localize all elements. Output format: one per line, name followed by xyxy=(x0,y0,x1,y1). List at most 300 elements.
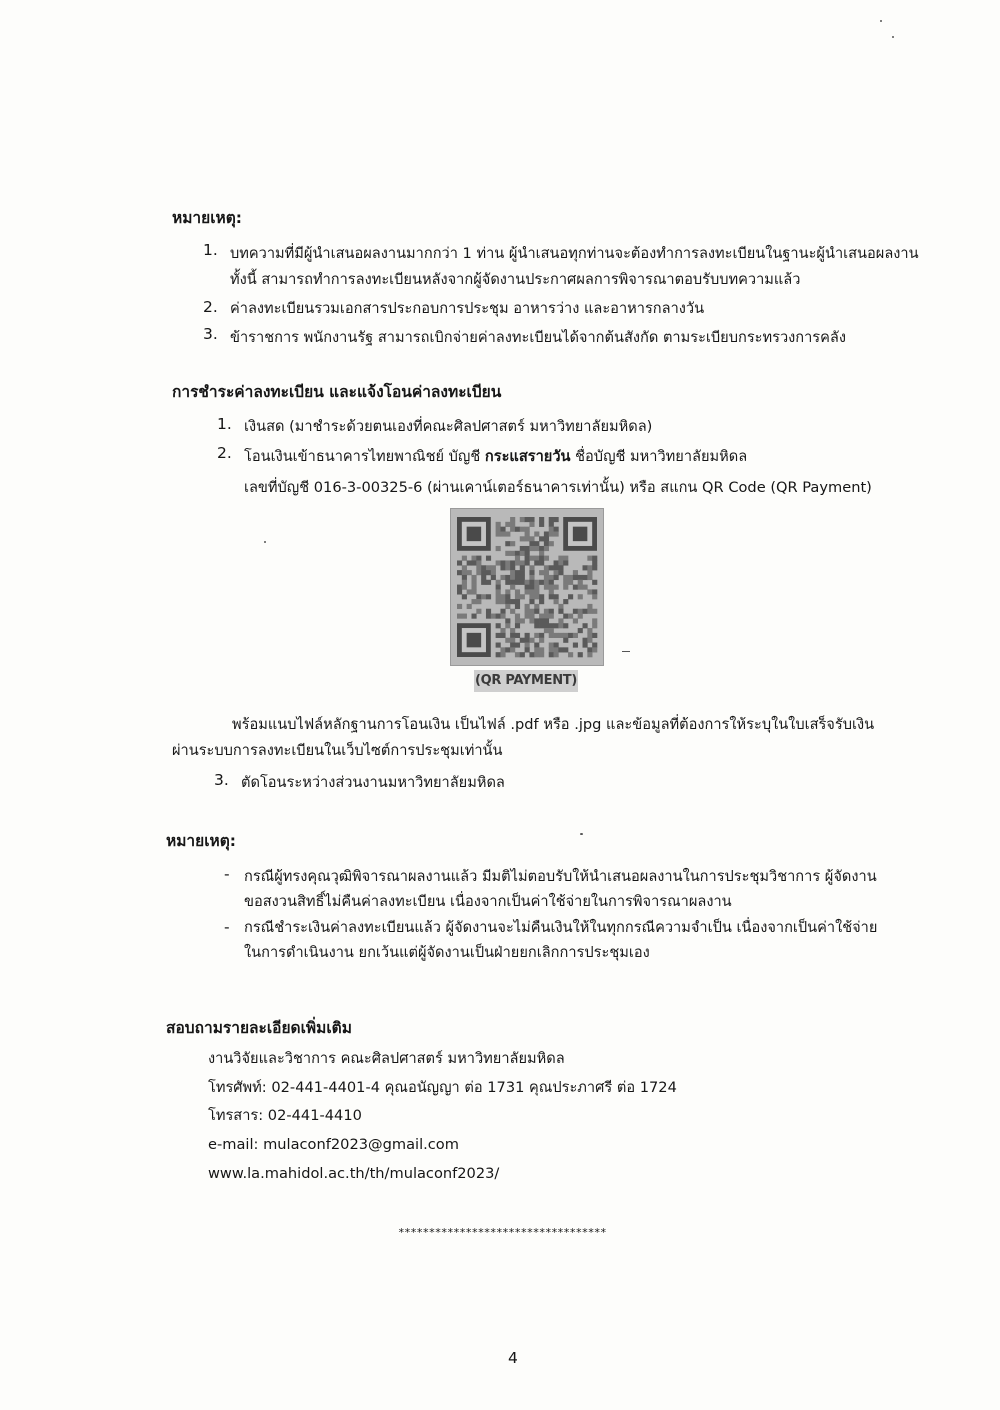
qr-module xyxy=(587,647,592,652)
scan-speck xyxy=(622,651,630,652)
qr-module xyxy=(505,618,510,623)
qr-module xyxy=(520,546,525,551)
qr-module xyxy=(496,546,501,551)
qr-module xyxy=(462,580,467,585)
qr-module xyxy=(505,560,510,565)
qr-module xyxy=(486,580,491,585)
qr-module xyxy=(500,527,505,532)
qr-module xyxy=(578,628,583,633)
qr-module xyxy=(554,560,559,565)
qr-module xyxy=(486,570,491,575)
qr-module xyxy=(486,565,491,570)
remark2-item2-line1: กรณีชำระเงินค่าลงทะเบียนแล้ว ผู้จัดงานจะไม่คืนเงินให้ในทุกกรณีความจำเป็น เนื่องจากเป็นค่าใช้จ่าย xyxy=(244,919,878,936)
qr-module xyxy=(563,623,568,628)
qr-module xyxy=(520,536,525,541)
remark-item-1-line1: บทความที่มีผู้นำเสนอผลงานมากกว่า 1 ท่าน ผู้นำเสนอทุกท่านจะต้องทำการลงทะเบียนในฐานะผู้นำเสนอผลงาน xyxy=(230,245,919,262)
qr-module xyxy=(558,618,563,623)
qr-finder-pattern xyxy=(467,527,481,541)
qr-module xyxy=(486,594,491,599)
qr-module xyxy=(563,560,568,565)
qr-module xyxy=(592,633,597,638)
qr-module xyxy=(520,575,525,580)
qr-module xyxy=(544,556,549,561)
qr-module xyxy=(534,560,539,565)
qr-module xyxy=(592,623,597,628)
qr-module xyxy=(539,551,544,556)
scan-speck xyxy=(264,541,266,543)
qr-module xyxy=(520,638,525,643)
qr-module xyxy=(529,517,534,522)
qr-module xyxy=(558,570,563,575)
qr-module xyxy=(515,618,520,623)
bullet-dash: - xyxy=(224,865,230,883)
qr-module xyxy=(529,522,534,527)
qr-module xyxy=(496,589,501,594)
qr-module xyxy=(500,599,505,604)
qr-module xyxy=(510,643,515,648)
qr-module xyxy=(515,623,520,628)
qr-pattern xyxy=(451,509,603,665)
qr-module xyxy=(525,638,530,643)
qr-module xyxy=(525,589,530,594)
qr-module xyxy=(583,643,588,648)
qr-module xyxy=(578,575,583,580)
qr-module xyxy=(539,536,544,541)
qr-module xyxy=(534,609,539,614)
qr-module xyxy=(587,652,592,657)
qr-module xyxy=(573,633,578,638)
qr-module xyxy=(554,643,559,648)
qr-module xyxy=(549,580,554,585)
qr-module xyxy=(496,623,501,628)
qr-module xyxy=(491,575,496,580)
qr-module xyxy=(471,580,476,585)
qr-module xyxy=(525,551,530,556)
qr-module xyxy=(539,618,544,623)
qr-module xyxy=(510,570,515,575)
qr-module xyxy=(525,580,530,585)
qr-module xyxy=(515,604,520,609)
qr-module xyxy=(505,541,510,546)
qr-module xyxy=(529,638,534,643)
qr-module xyxy=(505,575,510,580)
qr-module xyxy=(534,594,539,599)
qr-module xyxy=(496,614,501,619)
contact-email[interactable]: e-mail: mulaconf2023@gmail.com xyxy=(208,1136,459,1153)
qr-module xyxy=(529,570,534,575)
qr-module xyxy=(515,580,520,585)
qr-module xyxy=(592,565,597,570)
qr-module xyxy=(500,647,505,652)
qr-module xyxy=(539,570,544,575)
qr-module xyxy=(500,594,505,599)
qr-module xyxy=(549,527,554,532)
qr-module xyxy=(534,623,539,628)
qr-module xyxy=(583,623,588,628)
qr-module xyxy=(500,531,505,536)
qr-module xyxy=(505,580,510,585)
qr-module xyxy=(505,599,510,604)
qr-module xyxy=(563,580,568,585)
qr-module xyxy=(578,580,583,585)
qr-module xyxy=(476,565,481,570)
qr-module xyxy=(587,570,592,575)
qr-module xyxy=(558,556,563,561)
qr-module xyxy=(510,633,515,638)
qr-module xyxy=(471,575,476,580)
qr-module xyxy=(539,623,544,628)
qr-module xyxy=(539,517,544,522)
qr-module xyxy=(471,599,476,604)
qr-module xyxy=(558,633,563,638)
qr-module xyxy=(525,643,530,648)
qr-module xyxy=(520,565,525,570)
qr-module xyxy=(525,517,530,522)
qr-module xyxy=(515,575,520,580)
remark-item-1-line2: ทั้งนี้ สามารถทำการลงทะเบียนหลังจากผู้จัดงานประกาศผลการพิจารณาตอบรับบทความแล้ว xyxy=(230,271,801,288)
qr-module xyxy=(462,556,467,561)
qr-module xyxy=(525,556,530,561)
qr-module xyxy=(496,527,501,532)
qr-module xyxy=(534,643,539,648)
qr-module xyxy=(544,580,549,585)
qr-module xyxy=(476,594,481,599)
remark-item-2-text: ค่าลงทะเบียนรวมเอกสารประกอบการประชุม อาหารว่าง และอาหารกลางวัน xyxy=(230,300,705,317)
qr-module xyxy=(500,633,505,638)
qr-module xyxy=(578,609,583,614)
qr-module xyxy=(539,580,544,585)
qr-module xyxy=(500,628,505,633)
qr-module xyxy=(515,551,520,556)
payment-transfer-line2: เลขที่บัญชี 016-3-00325-6 (ผ่านเคาน์เตอร์ธนาคารเท่านั้น) หรือ สแกน QR Code (QR Payment) xyxy=(244,479,872,496)
qr-module xyxy=(558,560,563,565)
qr-module xyxy=(471,560,476,565)
qr-module xyxy=(549,531,554,536)
qr-module xyxy=(554,517,559,522)
qr-module xyxy=(563,647,568,652)
qr-module xyxy=(481,594,486,599)
qr-module xyxy=(525,585,530,590)
qr-module xyxy=(578,652,583,657)
page-number: 4 xyxy=(508,1349,518,1367)
qr-module xyxy=(500,609,505,614)
qr-module xyxy=(486,614,491,619)
qr-module xyxy=(573,618,578,623)
qr-module xyxy=(496,599,501,604)
qr-module xyxy=(529,541,534,546)
payment-transfer-line1 xyxy=(244,446,747,468)
qr-module xyxy=(534,556,539,561)
qr-module xyxy=(500,652,505,657)
qr-module xyxy=(558,609,563,614)
contact-fax: โทรสาร: 02-441-4410 xyxy=(208,1107,362,1124)
qr-module xyxy=(544,536,549,541)
qr-module xyxy=(467,570,472,575)
qr-module xyxy=(549,585,554,590)
qr-module xyxy=(505,638,510,643)
qr-module xyxy=(500,565,505,570)
qr-module xyxy=(558,565,563,570)
qr-module xyxy=(558,647,563,652)
qr-module xyxy=(496,652,501,657)
qr-module xyxy=(583,638,588,643)
qr-module xyxy=(539,594,544,599)
qr-module xyxy=(558,604,563,609)
qr-module xyxy=(534,580,539,585)
qr-module xyxy=(510,585,515,590)
qr-module xyxy=(510,560,515,565)
qr-module xyxy=(568,614,573,619)
qr-module xyxy=(563,633,568,638)
remark2-item2-line2: ในการดำเนินงาน ยกเว้นแต่ผู้จัดงานเป็นฝ่ายยกเลิกการประชุมเอง xyxy=(244,944,650,961)
list-number: 2. xyxy=(217,444,232,462)
qr-module xyxy=(573,643,578,648)
qr-module xyxy=(544,623,549,628)
qr-module xyxy=(563,575,568,580)
qr-module xyxy=(471,585,476,590)
qr-module xyxy=(471,556,476,561)
qr-module xyxy=(510,609,515,614)
qr-module xyxy=(496,522,501,527)
qr-module xyxy=(481,575,486,580)
contact-website[interactable]: www.la.mahidol.ac.th/th/mulaconf2023/ xyxy=(208,1165,500,1182)
qr-module xyxy=(554,565,559,570)
remark2-item1-line1: กรณีผู้ทรงคุณวุฒิพิจารณาผลงานแล้ว มีมติไม่ตอบรับให้นำเสนอผลงานในการประชุมวิชาการ ผู้จัดงาน xyxy=(244,868,877,885)
qr-module xyxy=(587,556,592,561)
qr-module xyxy=(563,585,568,590)
qr-code-image[interactable] xyxy=(450,508,604,666)
qr-module xyxy=(573,609,578,614)
qr-module xyxy=(462,570,467,575)
qr-module xyxy=(544,541,549,546)
qr-module xyxy=(578,594,583,599)
qr-module xyxy=(520,527,525,532)
qr-module xyxy=(558,623,563,628)
qr-module xyxy=(554,527,559,532)
qr-module xyxy=(525,614,530,619)
qr-module xyxy=(510,541,515,546)
qr-module xyxy=(554,575,559,580)
qr-module xyxy=(510,522,515,527)
qr-module xyxy=(592,594,597,599)
qr-module xyxy=(592,556,597,561)
qr-module xyxy=(592,609,597,614)
qr-module xyxy=(505,589,510,594)
separator-stars: ********************************** xyxy=(398,1226,607,1239)
qr-module xyxy=(471,614,476,619)
qr-module xyxy=(539,614,544,619)
qr-module xyxy=(525,536,530,541)
remark2-item1-line2: ขอสงวนสิทธิ์ไม่คืนค่าลงทะเบียน เนื่องจากเป็นค่าใช้จ่ายในการพิจารณาผลงาน xyxy=(244,893,732,910)
qr-module xyxy=(549,594,554,599)
qr-module xyxy=(529,565,534,570)
qr-module xyxy=(549,609,554,614)
qr-module xyxy=(549,589,554,594)
qr-module xyxy=(549,575,554,580)
qr-module xyxy=(539,560,544,565)
qr-module xyxy=(457,614,462,619)
qr-module xyxy=(486,609,491,614)
list-number: 2. xyxy=(203,298,218,316)
qr-module xyxy=(554,647,559,652)
qr-module xyxy=(510,517,515,522)
qr-module xyxy=(467,560,472,565)
qr-module xyxy=(587,628,592,633)
qr-module xyxy=(515,560,520,565)
qr-module xyxy=(534,531,539,536)
payment-heading: การชำระค่าลงทะเบียน และแจ้งโอนค่าลงทะเบียน xyxy=(172,383,502,401)
qr-module xyxy=(510,599,515,604)
qr-module xyxy=(539,556,544,561)
qr-module xyxy=(529,614,534,619)
qr-module xyxy=(457,604,462,609)
qr-module xyxy=(568,575,573,580)
qr-module xyxy=(587,604,592,609)
qr-module xyxy=(457,585,462,590)
qr-label: (QR PAYMENT) xyxy=(474,670,578,692)
qr-module xyxy=(549,623,554,628)
contact-heading: สอบถามรายละเอียดเพิ่มเติม xyxy=(166,1019,352,1037)
qr-module xyxy=(583,565,588,570)
qr-module xyxy=(515,599,520,604)
qr-module xyxy=(515,570,520,575)
qr-module xyxy=(510,628,515,633)
qr-module xyxy=(554,633,559,638)
payment-transfer-prefix: โอนเงินเข้าธนาคารไทยพาณิชย์ บัญชี xyxy=(244,448,485,465)
qr-module xyxy=(491,614,496,619)
qr-module xyxy=(476,570,481,575)
qr-module xyxy=(549,643,554,648)
qr-module xyxy=(520,560,525,565)
attach-line1: พร้อมแนบไฟล์หลักฐานการโอนเงิน เป็นไฟล์ .pdf หรือ .jpg และข้อมูลที่ต้องการให้ระบุในใบเสร็จรับเงิน xyxy=(232,716,875,733)
list-number: 1. xyxy=(203,241,218,259)
qr-module xyxy=(467,589,472,594)
qr-module xyxy=(583,575,588,580)
qr-module xyxy=(592,589,597,594)
qr-module xyxy=(505,565,510,570)
qr-module xyxy=(500,575,505,580)
qr-module xyxy=(520,652,525,657)
qr-module xyxy=(510,527,515,532)
qr-module xyxy=(525,527,530,532)
qr-module xyxy=(462,575,467,580)
qr-module xyxy=(592,643,597,648)
remark-heading: หมายเหตุ: xyxy=(172,209,242,227)
qr-module xyxy=(554,623,559,628)
qr-module xyxy=(592,618,597,623)
qr-module xyxy=(505,647,510,652)
qr-module xyxy=(539,652,544,657)
qr-module xyxy=(529,580,534,585)
payment-internal-text: ตัดโอนระหว่างส่วนงานมหาวิทยาลัยมหิดล xyxy=(241,774,505,791)
qr-module xyxy=(573,570,578,575)
qr-module xyxy=(539,638,544,643)
payment-cash-text: เงินสด (มาชำระด้วยตนเองที่คณะศิลปศาสตร์ มหาวิทยาลัยมหิดล) xyxy=(244,418,653,435)
qr-module xyxy=(529,618,534,623)
qr-module xyxy=(520,580,525,585)
qr-module xyxy=(554,594,559,599)
qr-module xyxy=(529,652,534,657)
qr-module xyxy=(587,589,592,594)
qr-module xyxy=(525,647,530,652)
qr-module xyxy=(476,556,481,561)
qr-module xyxy=(549,517,554,522)
qr-module xyxy=(587,609,592,614)
contact-unit: งานวิจัยและวิชาการ คณะศิลปศาสตร์ มหาวิทยาลัยมหิดล xyxy=(208,1050,565,1067)
list-number: 3. xyxy=(214,771,229,789)
qr-module xyxy=(496,594,501,599)
qr-module xyxy=(505,604,510,609)
qr-module xyxy=(457,570,462,575)
scan-speck xyxy=(892,36,894,38)
qr-module xyxy=(515,633,520,638)
qr-module xyxy=(510,647,515,652)
qr-module xyxy=(462,594,467,599)
qr-module xyxy=(544,546,549,551)
qr-module xyxy=(544,609,549,614)
qr-module xyxy=(534,647,539,652)
qr-module xyxy=(515,652,520,657)
qr-module xyxy=(520,551,525,556)
qr-module xyxy=(462,565,467,570)
qr-module xyxy=(549,628,554,633)
qr-module xyxy=(539,633,544,638)
contact-phone: โทรศัพท์: 02-441-4401-4 คุณอนัญญา ต่อ 1731 คุณประภาศรี ต่อ 1724 xyxy=(208,1079,677,1096)
qr-module xyxy=(529,536,534,541)
qr-module xyxy=(481,570,486,575)
qr-module xyxy=(539,522,544,527)
qr-module xyxy=(515,614,520,619)
qr-module xyxy=(587,575,592,580)
scan-speck xyxy=(580,833,583,835)
scan-speck xyxy=(880,20,882,22)
qr-module xyxy=(476,609,481,614)
qr-module xyxy=(573,575,578,580)
qr-module xyxy=(534,652,539,657)
qr-module xyxy=(549,614,554,619)
qr-module xyxy=(578,585,583,590)
qr-module xyxy=(534,589,539,594)
qr-module xyxy=(515,643,520,648)
qr-module xyxy=(554,570,559,575)
qr-module xyxy=(529,585,534,590)
qr-module xyxy=(592,647,597,652)
qr-module xyxy=(496,643,501,648)
qr-module xyxy=(534,541,539,546)
qr-module xyxy=(525,609,530,614)
qr-module xyxy=(520,517,525,522)
qr-module xyxy=(476,560,481,565)
qr-module xyxy=(500,560,505,565)
qr-module xyxy=(573,585,578,590)
qr-module xyxy=(554,652,559,657)
qr-module xyxy=(544,575,549,580)
qr-module xyxy=(510,565,515,570)
qr-module xyxy=(505,594,510,599)
qr-module xyxy=(486,556,491,561)
qr-module xyxy=(539,647,544,652)
qr-module xyxy=(549,522,554,527)
qr-module xyxy=(544,570,549,575)
qr-module xyxy=(592,580,597,585)
qr-module xyxy=(563,638,568,643)
qr-module xyxy=(549,652,554,657)
qr-module xyxy=(481,580,486,585)
qr-module xyxy=(544,618,549,623)
qr-module xyxy=(568,594,573,599)
qr-module xyxy=(534,604,539,609)
remark2-heading: หมายเหตุ: xyxy=(166,832,236,850)
